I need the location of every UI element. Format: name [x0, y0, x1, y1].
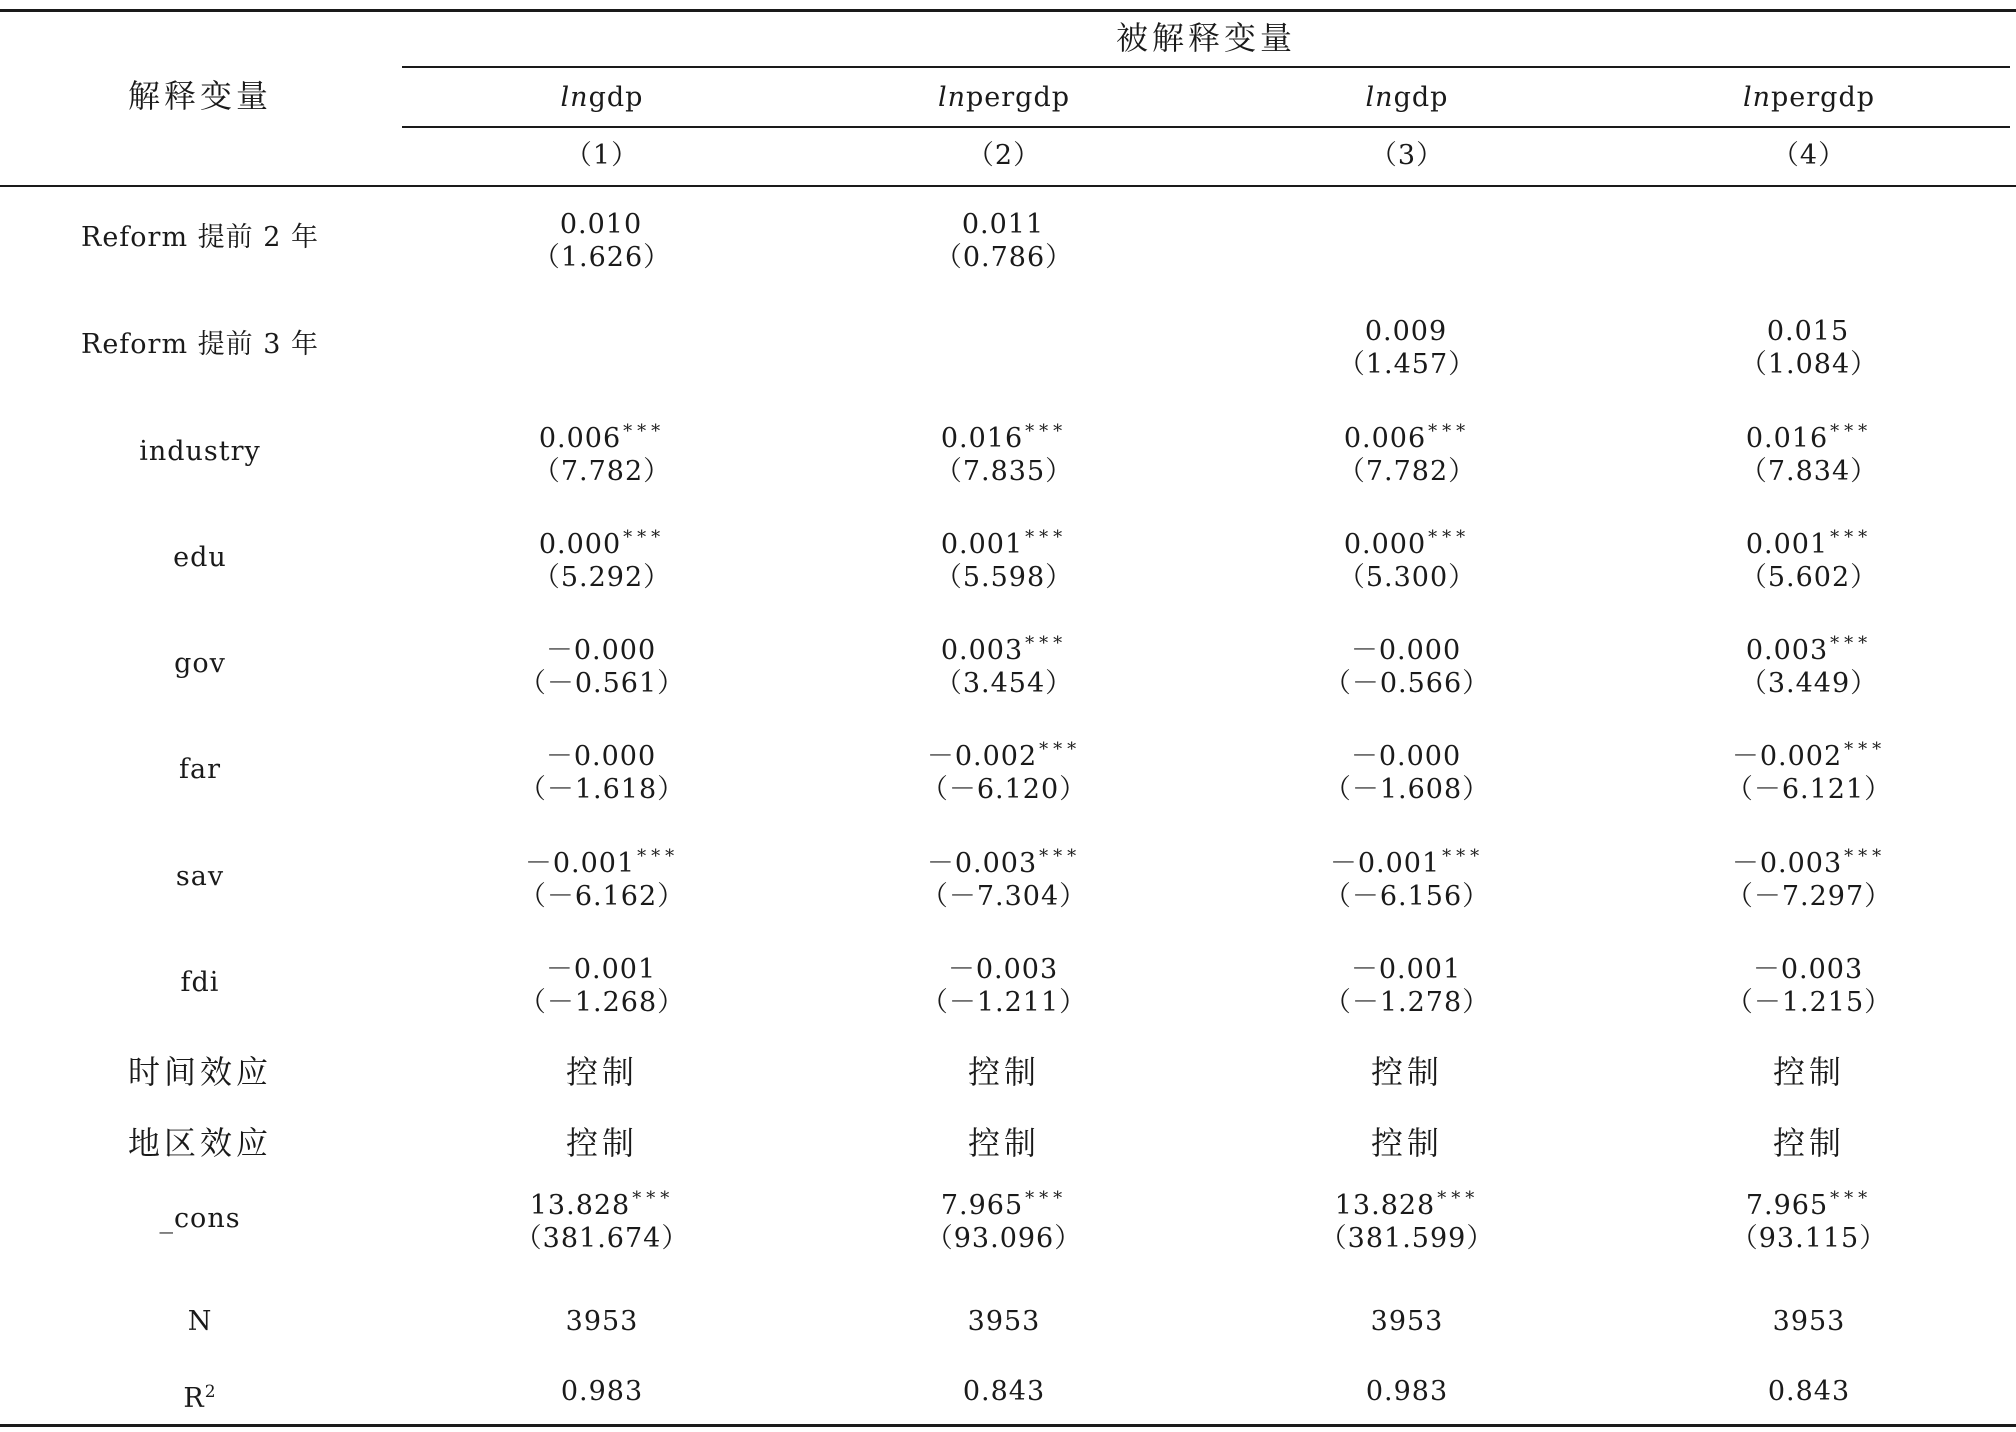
- coefficient-value: 0.011: [961, 209, 1045, 240]
- column-variable-header: [1227, 78, 1587, 118]
- coefficient-value: －0.001: [1329, 848, 1441, 879]
- r2-label-main: R: [183, 1383, 205, 1414]
- coefficient: [824, 837, 1184, 877]
- r-squared-value: 0.843: [962, 1376, 1046, 1407]
- control-indicator: 控制: [1370, 1053, 1443, 1091]
- t-statistic: （－6.162）: [518, 881, 686, 912]
- t-statistic: （5.598）: [934, 562, 1074, 593]
- control-indicator: 控制: [565, 1053, 638, 1091]
- coefficient-value: 13.828: [529, 1190, 631, 1221]
- significance-stars: ***: [1025, 633, 1068, 654]
- coef-cell: [422, 624, 782, 704]
- coefficient: [422, 305, 782, 345]
- coef-cell: [1227, 518, 1587, 598]
- t-statistic: （－1.608）: [1323, 774, 1491, 805]
- coefficient-value: 0.000: [538, 529, 622, 560]
- column-variable-prefix: ln: [560, 82, 589, 113]
- significance-stars: ***: [623, 421, 666, 442]
- observations-value: 3953: [1772, 1306, 1846, 1337]
- significance-stars: ***: [1830, 1188, 1873, 1209]
- r2-label-superscript: 2: [204, 1382, 217, 1402]
- column-variable-name: gdp: [1393, 82, 1449, 113]
- t-statistic: （5.300）: [1337, 562, 1477, 593]
- coefficient-value: 0.016: [1745, 423, 1829, 454]
- column-variable-header: [1629, 78, 1989, 118]
- significance-stars: ***: [1039, 846, 1082, 867]
- column-variable-name: pergdp: [966, 82, 1071, 113]
- coef-cell: [422, 198, 782, 278]
- explanatory-variable-header: 解释变量: [127, 77, 272, 115]
- coefficient-value: －0.000: [1350, 741, 1462, 772]
- coefficient: [1227, 518, 1587, 558]
- control-row-label: 地区效应: [127, 1124, 272, 1162]
- t-statistic: （3.454）: [934, 668, 1074, 699]
- coef-cell: [1227, 837, 1587, 917]
- t-statistic: [1629, 238, 1989, 278]
- coefficient: [1629, 837, 1989, 877]
- coef-cell: [422, 412, 782, 492]
- coef-cell: [1629, 518, 1989, 598]
- t-statistic: （－1.278）: [1323, 987, 1491, 1018]
- coefficient: [1227, 624, 1587, 664]
- significance-stars: ***: [1830, 633, 1873, 654]
- control-indicator: 控制: [967, 1053, 1040, 1091]
- header-mid-rule-1: [402, 66, 2010, 68]
- coefficient: [1629, 624, 1989, 664]
- t-statistic: （93.115）: [1730, 1223, 1888, 1254]
- coefficient-value: －0.000: [545, 635, 657, 666]
- cons-cell: [422, 1179, 782, 1259]
- t-statistic: （0.786）: [934, 242, 1074, 273]
- significance-stars: ***: [632, 1188, 675, 1209]
- coefficient-value: －0.001: [524, 848, 636, 879]
- coef-cell: [422, 518, 782, 598]
- significance-stars: ***: [1428, 527, 1471, 548]
- t-statistic: （381.599）: [1319, 1223, 1495, 1254]
- control-row-label: 时间效应: [127, 1053, 272, 1091]
- coefficient: [1629, 412, 1989, 452]
- coefficient: [1227, 837, 1587, 877]
- cons-cell: [1629, 1179, 1989, 1259]
- coef-cell: [1227, 198, 1587, 278]
- row-label-cons: _cons: [159, 1203, 241, 1234]
- coefficient-value: －0.001: [1350, 954, 1462, 985]
- t-statistic: （－6.121）: [1725, 774, 1893, 805]
- coefficient: [824, 1179, 1184, 1219]
- coef-cell: [1629, 198, 1989, 278]
- t-statistic: （－0.566）: [1323, 668, 1491, 699]
- coef-cell: [824, 305, 1184, 385]
- significance-stars: ***: [1844, 739, 1887, 760]
- coefficient-value: －0.002: [926, 741, 1038, 772]
- significance-stars: ***: [1844, 846, 1887, 867]
- coefficient: [1227, 305, 1587, 345]
- row-label-industry: industry: [139, 436, 261, 467]
- row-label-sav: sav: [175, 861, 225, 892]
- t-statistic: [1227, 238, 1587, 278]
- row-label-reform: Reform 提前 3 年: [81, 329, 319, 360]
- coefficient-value: 0.003: [940, 635, 1024, 666]
- header-bottom-rule: [0, 185, 2016, 187]
- t-statistic: （7.782）: [1337, 456, 1477, 487]
- coef-cell: [824, 943, 1184, 1023]
- control-indicator: 控制: [1772, 1053, 1845, 1091]
- significance-stars: ***: [1830, 421, 1873, 442]
- coefficient: [1629, 305, 1989, 345]
- coefficient-value: －0.002: [1731, 741, 1843, 772]
- coefficient: [422, 943, 782, 983]
- coefficient-value: 0.015: [1766, 316, 1850, 347]
- t-statistic: （5.292）: [532, 562, 672, 593]
- significance-stars: ***: [1442, 846, 1485, 867]
- dependent-variable-header: 被解释变量: [1115, 19, 1296, 57]
- t-statistic: （－7.297）: [1725, 881, 1893, 912]
- coef-cell: [1227, 305, 1587, 385]
- row-label-edu: edu: [173, 542, 227, 573]
- coefficient: [1629, 730, 1989, 770]
- coefficient-value: －0.003: [1752, 954, 1864, 985]
- coefficient: [422, 518, 782, 558]
- coef-cell: [1227, 624, 1587, 704]
- coefficient-value: －0.001: [545, 954, 657, 985]
- coef-cell: [422, 730, 782, 810]
- cons-cell: [1227, 1179, 1587, 1259]
- coef-cell: [824, 730, 1184, 810]
- bottom-rule: [0, 1424, 2016, 1427]
- r-squared-value: 0.983: [1365, 1376, 1449, 1407]
- coefficient: [824, 624, 1184, 664]
- t-statistic: （－1.618）: [518, 774, 686, 805]
- coefficient: [1227, 943, 1587, 983]
- coef-cell: [824, 837, 1184, 917]
- row-label-r2: [5, 1372, 395, 1419]
- coefficient-value: 0.003: [1745, 635, 1829, 666]
- coefficient: [422, 412, 782, 452]
- coefficient-value: 0.001: [1745, 529, 1829, 560]
- column-number: （1）: [564, 140, 640, 171]
- coef-cell: [1629, 305, 1989, 385]
- t-statistic: （3.449）: [1739, 668, 1879, 699]
- coefficient-value: －0.003: [947, 954, 1059, 985]
- significance-stars: ***: [1025, 1188, 1068, 1209]
- coefficient: [1629, 198, 1989, 238]
- coefficient: [824, 730, 1184, 770]
- cons-cell: [824, 1179, 1184, 1259]
- header-mid-rule-2: [402, 126, 2010, 128]
- coefficient-value: －0.000: [1350, 635, 1462, 666]
- significance-stars: ***: [1039, 739, 1082, 760]
- t-statistic: （－1.215）: [1725, 987, 1893, 1018]
- observations-value: 3953: [1370, 1306, 1444, 1337]
- coef-cell: [824, 198, 1184, 278]
- observations-value: 3953: [967, 1306, 1041, 1337]
- control-indicator: 控制: [967, 1124, 1040, 1162]
- coef-cell: [1629, 730, 1989, 810]
- row-label-gov: gov: [174, 648, 226, 679]
- coefficient: [422, 1179, 782, 1219]
- column-variable-header: [422, 78, 782, 118]
- coefficient: [1227, 198, 1587, 238]
- coefficient: [422, 198, 782, 238]
- column-variable-prefix: ln: [937, 82, 966, 113]
- row-label-far: far: [179, 754, 221, 785]
- column-number: （2）: [966, 140, 1042, 171]
- coefficient: [422, 730, 782, 770]
- column-number: （3）: [1369, 140, 1445, 171]
- significance-stars: ***: [637, 846, 680, 867]
- coef-cell: [824, 624, 1184, 704]
- t-statistic: （－1.211）: [920, 987, 1088, 1018]
- t-statistic: （7.782）: [532, 456, 672, 487]
- coef-cell: [824, 518, 1184, 598]
- column-variable-header: [824, 78, 1184, 118]
- coefficient: [422, 624, 782, 664]
- coefficient-value: －0.000: [545, 741, 657, 772]
- significance-stars: ***: [1025, 527, 1068, 548]
- row-label-fdi: fdi: [180, 967, 220, 998]
- coef-cell: [422, 837, 782, 917]
- coef-cell: [1227, 412, 1587, 492]
- coefficient: [824, 518, 1184, 558]
- coefficient-value: 0.000: [1343, 529, 1427, 560]
- coefficient-value: 0.006: [1343, 423, 1427, 454]
- coefficient: [824, 198, 1184, 238]
- coef-cell: [1629, 943, 1989, 1023]
- t-statistic: （－0.561）: [518, 668, 686, 699]
- coefficient-value: 13.828: [1334, 1190, 1436, 1221]
- coefficient: [1629, 943, 1989, 983]
- row-label-n: N: [187, 1306, 213, 1337]
- column-number: （4）: [1771, 140, 1847, 171]
- significance-stars: ***: [1437, 1188, 1480, 1209]
- control-indicator: 控制: [565, 1124, 638, 1162]
- coef-cell: [1629, 837, 1989, 917]
- coefficient-value: 7.965: [940, 1190, 1024, 1221]
- t-statistic: （93.096）: [925, 1223, 1083, 1254]
- t-statistic: [824, 345, 1184, 385]
- coefficient: [1629, 1179, 1989, 1219]
- column-variable-name: pergdp: [1771, 82, 1876, 113]
- t-statistic: （－1.268）: [518, 987, 686, 1018]
- t-statistic: （1.457）: [1337, 349, 1477, 380]
- coefficient: [824, 305, 1184, 345]
- coefficient-value: 0.009: [1364, 316, 1448, 347]
- coef-cell: [1629, 624, 1989, 704]
- coefficient: [1227, 1179, 1587, 1219]
- t-statistic: （－7.304）: [920, 881, 1088, 912]
- column-variable-prefix: ln: [1742, 82, 1771, 113]
- t-statistic: （381.674）: [514, 1223, 690, 1254]
- coefficient: [824, 412, 1184, 452]
- t-statistic: （1.084）: [1739, 349, 1879, 380]
- coefficient: [1629, 518, 1989, 558]
- coefficient-value: 0.010: [559, 209, 643, 240]
- coefficient-value: 7.965: [1745, 1190, 1829, 1221]
- observations-value: 3953: [565, 1306, 639, 1337]
- t-statistic: （1.626）: [532, 242, 672, 273]
- control-indicator: 控制: [1772, 1124, 1845, 1162]
- significance-stars: ***: [623, 527, 666, 548]
- column-variable-name: gdp: [588, 82, 644, 113]
- coefficient: [1227, 412, 1587, 452]
- t-statistic: （5.602）: [1739, 562, 1879, 593]
- coefficient: [1227, 730, 1587, 770]
- t-statistic: [422, 345, 782, 385]
- coef-cell: [422, 305, 782, 385]
- coef-cell: [1227, 730, 1587, 810]
- column-variable-prefix: ln: [1365, 82, 1394, 113]
- coefficient: [422, 837, 782, 877]
- control-indicator: 控制: [1370, 1124, 1443, 1162]
- significance-stars: ***: [1830, 527, 1873, 548]
- coefficient-value: 0.016: [940, 423, 1024, 454]
- coefficient: [824, 943, 1184, 983]
- coefficient-value: －0.003: [926, 848, 1038, 879]
- row-label-reform: Reform 提前 2 年: [81, 222, 319, 253]
- significance-stars: ***: [1428, 421, 1471, 442]
- t-statistic: （7.834）: [1739, 456, 1879, 487]
- significance-stars: ***: [1025, 421, 1068, 442]
- t-statistic: （7.835）: [934, 456, 1074, 487]
- coef-cell: [1227, 943, 1587, 1023]
- t-statistic: （－6.120）: [920, 774, 1088, 805]
- coefficient-value: 0.001: [940, 529, 1024, 560]
- top-rule: [0, 9, 2016, 12]
- r-squared-value: 0.843: [1767, 1376, 1851, 1407]
- coef-cell: [824, 412, 1184, 492]
- coefficient-value: 0.006: [538, 423, 622, 454]
- r-squared-value: 0.983: [560, 1376, 644, 1407]
- coef-cell: [422, 943, 782, 1023]
- coef-cell: [1629, 412, 1989, 492]
- t-statistic: （－6.156）: [1323, 881, 1491, 912]
- coefficient-value: －0.003: [1731, 848, 1843, 879]
